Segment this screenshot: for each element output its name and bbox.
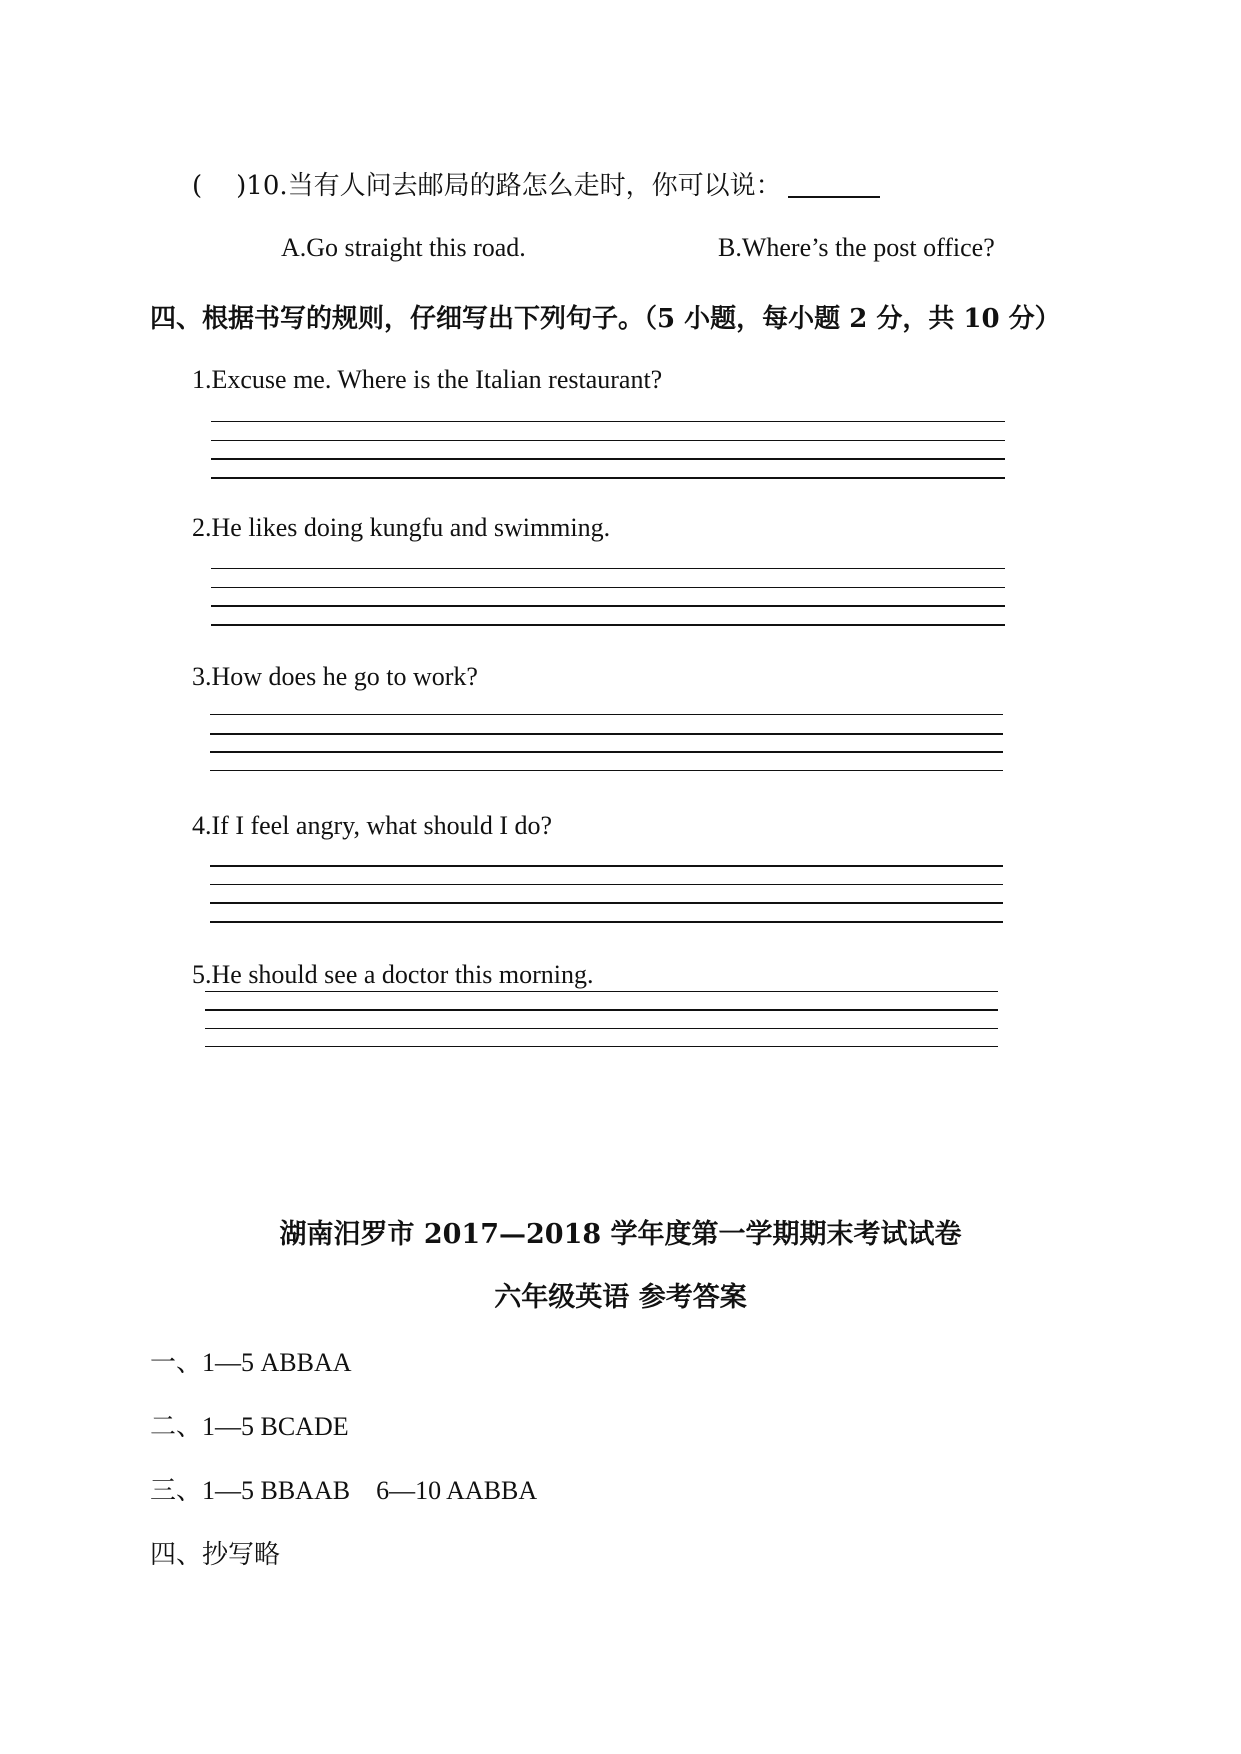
copy-sentence-5: 5.He should see a doctor this morning.	[192, 960, 594, 989]
answer-paren: (	[192, 171, 203, 201]
answer-key-title: 湖南汨罗市 2017—2018 学年度第一学期期末考试试卷	[279, 1219, 962, 1250]
copy-sentence-2: 2.He likes doing kungfu and swimming.	[192, 513, 611, 542]
question-10	[192, 165, 880, 202]
answer-line-3: 三、1—5 BBAAB 6—10 AABBA	[150, 1476, 538, 1505]
answer-key-subtitle: 六年级英语 参考答案	[494, 1282, 747, 1313]
copy-sentence-1: 1.Excuse me. Where is the Italian restaurant?	[192, 365, 663, 394]
answer-line-1: 一、1—5 ABBAA	[150, 1348, 352, 1377]
section-4-heading: 四、根据书写的规则，仔细写出下列句子。（5 小题，每小题 2 分，共 10 分）	[150, 304, 1061, 334]
answer-line-4: 四、抄写略	[150, 1540, 281, 1569]
question-10-text: )10.当有人问去邮局的路怎么走时，你可以说：	[236, 171, 782, 201]
answer-blank[interactable]	[788, 174, 880, 198]
option-b: B.Where’s the post office?	[718, 233, 995, 262]
copy-sentence-3: 3.How does he go to work?	[192, 662, 478, 691]
copy-sentence-4: 4.If I feel angry, what should I do?	[192, 811, 553, 840]
answer-line-2: 二、1—5 BCADE	[150, 1412, 349, 1441]
option-a: A.Go straight this road.	[281, 233, 526, 262]
